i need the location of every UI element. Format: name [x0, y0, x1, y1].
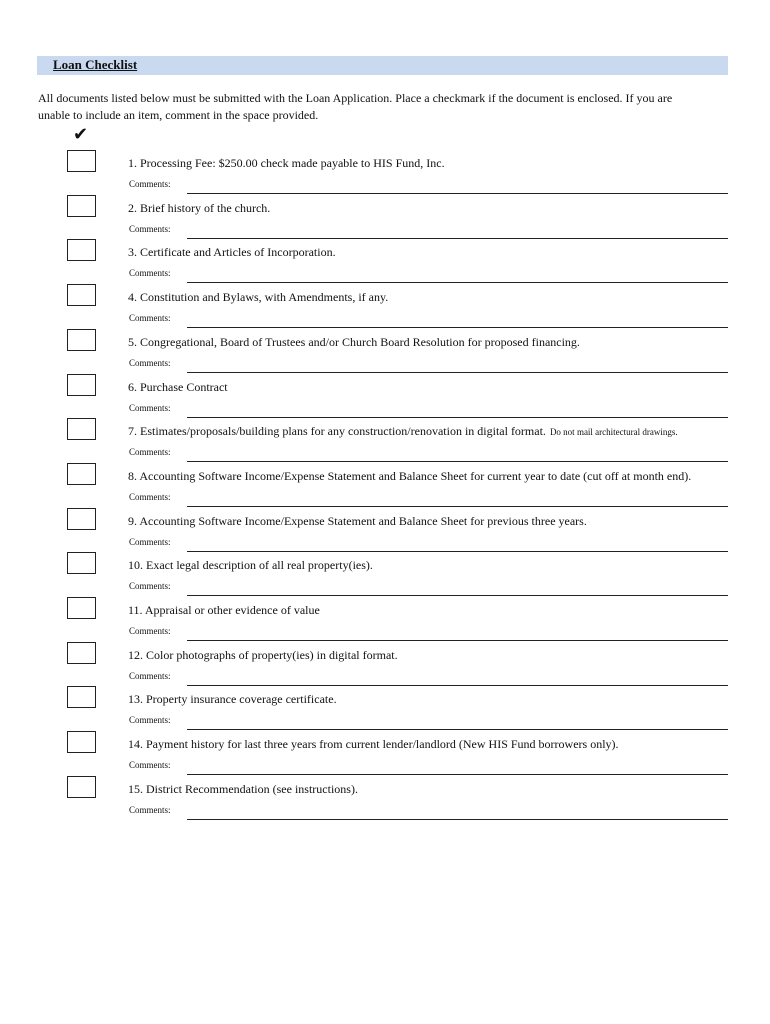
checkbox[interactable]	[67, 195, 96, 217]
checkbox[interactable]	[67, 239, 96, 261]
item-text	[128, 290, 388, 305]
comments-label: Comments:	[129, 804, 171, 815]
item-text	[128, 558, 373, 573]
comments-label: Comments:	[129, 491, 171, 502]
item-text	[128, 424, 678, 439]
checkbox[interactable]	[67, 463, 96, 485]
checkbox[interactable]	[67, 731, 96, 753]
item-text	[128, 469, 691, 484]
item-label: 12. Color photographs of property(ies) in digital format.	[128, 647, 398, 662]
item-text	[128, 245, 336, 260]
checklist-item	[0, 329, 770, 374]
comments-label: Comments:	[129, 626, 171, 636]
intro-text: All documents listed below must be submitted with the Loan Application. Place a checkmark if the document is enclosed. If you are unable to include an item, comment in the space provided.	[38, 91, 673, 122]
item-text	[128, 648, 398, 663]
checklist-item	[0, 731, 770, 776]
comments-label: Comments:	[129, 402, 171, 413]
checkbox[interactable]	[67, 374, 96, 396]
title-bar	[37, 56, 728, 75]
checkbox[interactable]	[67, 150, 96, 172]
item-label: 5. Congregational, Board of Trustees and/or Church Board Resolution for proposed financing.	[128, 334, 580, 349]
item-label: 13. Property insurance coverage certificate.	[128, 692, 337, 707]
checkmark-icon: ✔	[73, 124, 89, 145]
item-text	[128, 692, 337, 707]
comments-label: Comments:	[129, 223, 171, 234]
item-label: 8. Accounting Software Income/Expense Statement and Balance Sheet for current year to date (cut off at month end).	[128, 468, 692, 483]
comments-label: Comments:	[129, 670, 171, 681]
checklist-item	[0, 642, 770, 687]
checkbox[interactable]	[67, 284, 96, 306]
comments-label: Comments:	[129, 447, 171, 458]
checkbox[interactable]	[67, 329, 96, 351]
comments-label: Comments:	[129, 357, 171, 368]
comments-label: Comments:	[129, 715, 171, 726]
item-text	[128, 737, 619, 752]
checklist-item	[0, 284, 770, 329]
item-label: 1. Processing Fee: $250.00 check made payable to HIS Fund, Inc.	[128, 156, 445, 170]
checklist-item	[0, 686, 770, 731]
item-label: 4. Constitution and Bylaws, with Amendments, if any.	[128, 290, 389, 305]
checklist-item	[0, 374, 770, 419]
item-label: 6. Purchase Contract	[128, 379, 228, 394]
item-label: 10. Exact legal description of all real property(ies).	[128, 558, 373, 573]
item-text	[128, 335, 580, 350]
item-label: 14. Payment history for last three years from current lender/landlord (New HIS Fund borrowers only).	[128, 737, 619, 752]
item-label: 2. Brief history of the church.	[128, 200, 271, 215]
item-note: Do not mail architectural drawings.	[549, 427, 678, 438]
comments-label: Comments:	[129, 581, 171, 592]
checkbox[interactable]	[67, 552, 96, 574]
checklist-item	[0, 552, 770, 597]
checklist-item	[0, 195, 770, 240]
comment-field[interactable]	[187, 819, 728, 820]
checklist-item	[0, 508, 770, 553]
comments-label: Comments:	[129, 179, 171, 189]
item-text	[128, 603, 320, 618]
item-text	[128, 782, 358, 797]
checklist-item	[0, 150, 770, 195]
comments-label: Comments:	[129, 268, 171, 279]
checklist-item	[0, 239, 770, 284]
checkbox[interactable]	[67, 686, 96, 708]
item-text	[128, 380, 228, 395]
item-text	[128, 514, 587, 529]
checkbox[interactable]	[67, 597, 96, 619]
item-label: 3. Certificate and Articles of Incorporation.	[128, 245, 336, 260]
item-label: 9. Accounting Software Income/Expense Statement and Balance Sheet for previous three years.	[128, 513, 587, 528]
item-label: 11. Appraisal or other evidence of value	[128, 603, 320, 617]
checkbox[interactable]	[67, 642, 96, 664]
item-text	[128, 156, 445, 171]
checklist-item	[0, 597, 770, 642]
checklist-item	[0, 776, 770, 821]
page-title: Loan Checklist	[53, 57, 138, 72]
comments-label: Comments:	[129, 536, 171, 547]
checkbox[interactable]	[67, 418, 96, 440]
checklist-item	[0, 418, 770, 463]
checklist-item	[0, 463, 770, 508]
item-label: 7. Estimates/proposals/building plans for any construction/renovation in digital format.	[128, 424, 546, 439]
item-text	[128, 201, 270, 216]
checkbox[interactable]	[67, 508, 96, 530]
comments-label: Comments:	[129, 313, 171, 324]
item-label: 15. District Recommendation (see instructions).	[128, 781, 358, 796]
comments-label: Comments:	[129, 760, 171, 771]
checkbox[interactable]	[67, 776, 96, 798]
